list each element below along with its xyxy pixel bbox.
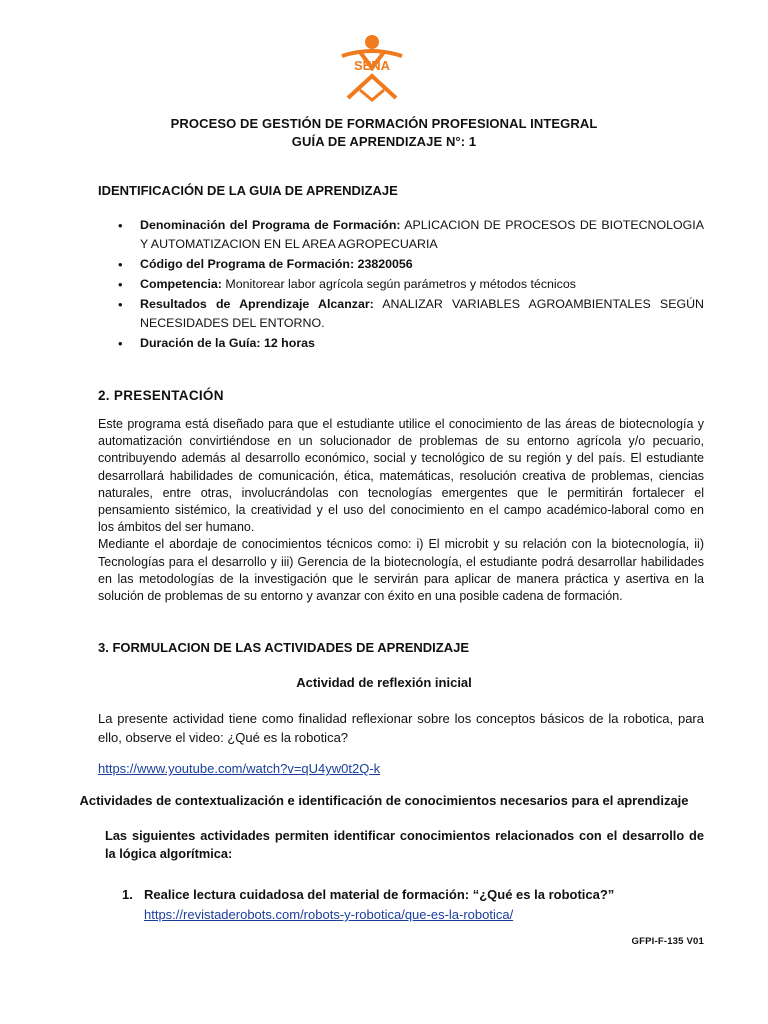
- list-item-program-code: [118, 255, 704, 274]
- activity-title: Actividad de reflexión inicial: [296, 675, 472, 690]
- item-label: Código del Programa de Formación:: [140, 257, 355, 271]
- presentation-paragraph: [98, 416, 704, 605]
- item-value: 23820056: [357, 257, 413, 271]
- item-value: Monitorear labor agrícola según parámetros y métodos técnicos: [225, 277, 576, 291]
- paragraph-line: los ámbitos del ser humano.: [98, 520, 255, 535]
- sena-logo: [338, 34, 406, 104]
- item-label: Resultados de Aprendizaje Alcanzar:: [140, 297, 374, 311]
- identification-list: [118, 216, 704, 354]
- paragraph-line: Tecnologías para el desarrollo y iii) Gerencia de la biotecnología, el estudiante podrá desarrollar habilidades: [98, 554, 704, 569]
- list-item-program-name: [118, 216, 704, 254]
- reading-material-link[interactable]: https://revistaderobots.com/robots-y-robotica/que-es-la-robotica/: [144, 907, 514, 922]
- list-item-duration: [118, 334, 704, 353]
- list-item-learning-results: [118, 295, 704, 333]
- paragraph-line: automatización convirtiéndose en un solucionador de problemas de su entorno agrícola y/o pecuario,: [98, 434, 704, 449]
- context-activities-text: Las siguientes actividades permiten identificar conocimientos relacionados con el desarrollo de la lógica algorítmica:: [105, 828, 704, 861]
- section-heading-presentation: 2. PRESENTACIÓN: [98, 388, 224, 403]
- list-number: 1.: [122, 887, 133, 902]
- list-item-competency: [118, 275, 704, 294]
- item-value: 12 horas: [263, 336, 315, 350]
- paragraph-line: pensamiento sistémico, la creatividad y el uso del conocimiento en el campo académico-laboral como en: [98, 503, 704, 518]
- document-title: PROCESO DE GESTIÓN DE FORMACIÓN PROFESIONAL INTEGRAL: [170, 116, 598, 131]
- paragraph-line: solución de problemas de su entorno y avanzar con éxito en una posible cadena de formación.: [98, 589, 623, 604]
- list-item-text: Realice lectura cuidadosa del material de formación: “¿Qué es la robotica?”: [144, 887, 615, 902]
- item-value: APLICACION DE PROCESOS DE BIOTECNOLOGIA Y AUTOMATIZACION EN EL AREA AGROPECUARIA: [140, 218, 704, 251]
- paragraph-line: naturales, entre otras, involucrándolas con tecnologías emergentes que le permitirán fortalecer el: [98, 485, 704, 500]
- paragraph-line: contribuyendo además al desarrollo económico, social y tecnológico de su región y del país. El estudiante: [98, 451, 704, 466]
- video-link[interactable]: https://www.youtube.com/watch?v=qU4yw0t2Q-k: [98, 761, 381, 776]
- paragraph-line: Este programa está diseñado para que el estudiante utilice el conocimiento de las áreas de biotecnología y: [98, 417, 704, 431]
- item-value: ANALIZAR VARIABLES AGROAMBIENTALES SEGÚN NECESIDADES DEL ENTORNO.: [140, 297, 704, 330]
- paragraph-line: Mediante el abordaje de conocimientos técnicos como: i) El microbit y su relación con la biotecnología, ii): [98, 537, 704, 552]
- sena-logo-text: SENA: [353, 58, 391, 73]
- sena-logo-icon: [338, 34, 406, 104]
- document-code: GFPI-F-135 V01: [631, 936, 704, 947]
- context-activities-title: Actividades de contextualización e identificación de conocimientos necesarios para el aprendizaje: [79, 793, 689, 808]
- item-label: Competencia:: [140, 277, 222, 291]
- section-heading-identification: IDENTIFICACIÓN DE LA GUIA DE APRENDIZAJE: [98, 183, 398, 198]
- item-label: Denominación del Programa de Formación:: [140, 218, 401, 232]
- paragraph-line: en las metodologías de la investigación que le servirán para aplicar de manera práctica y asertiva en la: [98, 571, 704, 586]
- section-heading-formulation: 3. FORMULACION DE LAS ACTIVIDADES DE APRENDIZAJE: [98, 640, 470, 655]
- guide-number: GUÍA DE APRENDIZAJE N°: 1: [291, 134, 477, 149]
- item-label: Duración de la Guía:: [140, 336, 261, 350]
- paragraph-line: desarrollará habilidades de comunicación, ética, matemáticas, resolución creativa de problemas, ciencias: [98, 468, 704, 483]
- activity-intro: La presente actividad tiene como finalidad reflexionar sobre los conceptos básicos de la robotica, para ello, observe el video: ¿Qué es la robotica?: [98, 711, 704, 745]
